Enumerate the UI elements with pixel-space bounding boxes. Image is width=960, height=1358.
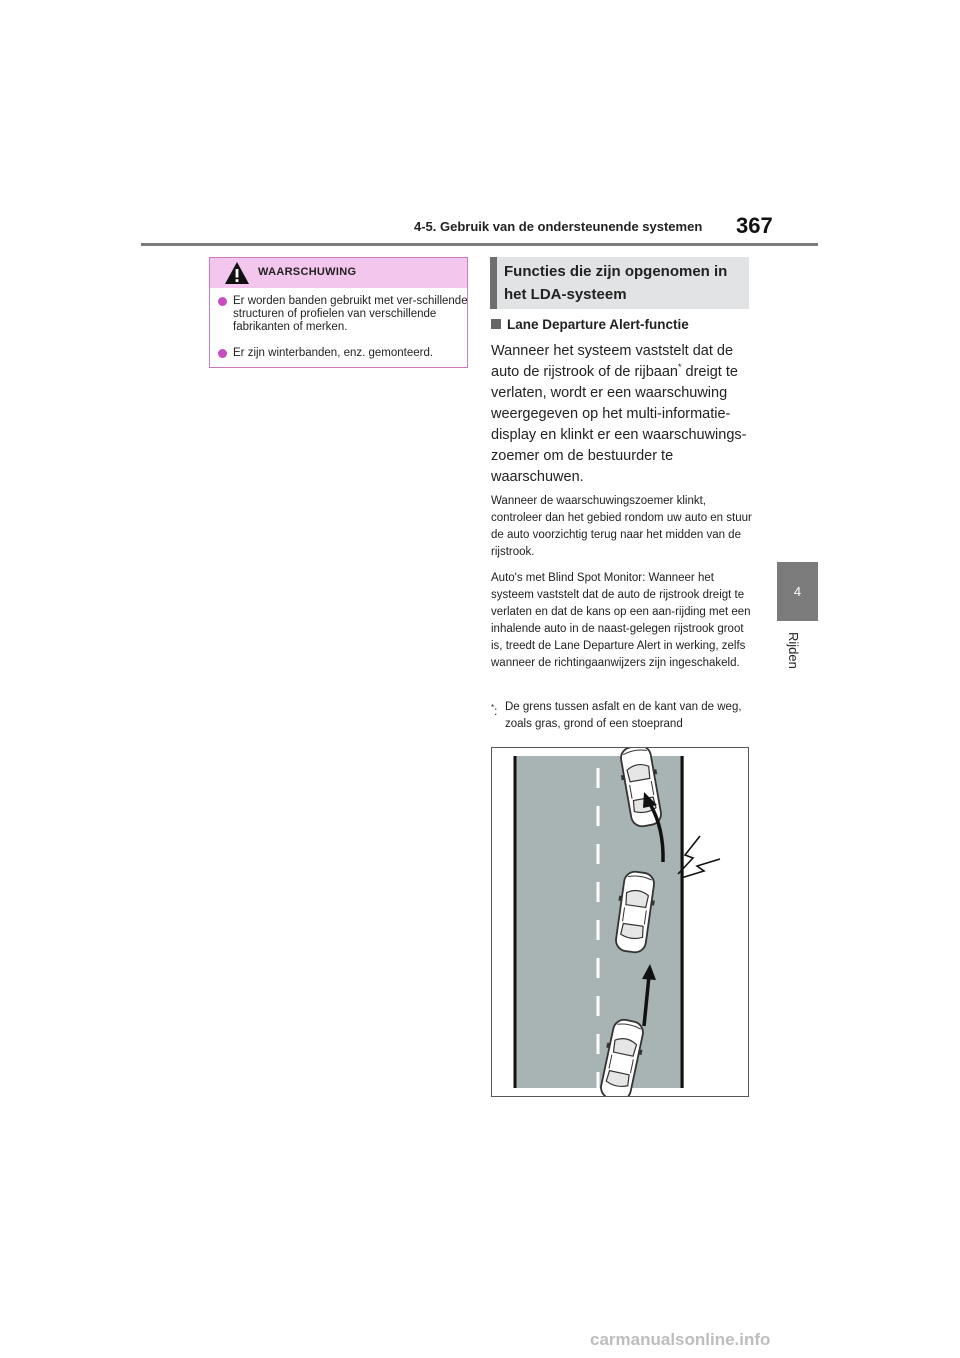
- warning-zigzag-icon: [681, 859, 720, 878]
- lane-departure-illustration: [491, 747, 749, 1097]
- chapter-label: Rijden: [786, 632, 801, 669]
- square-bullet-icon: [491, 319, 501, 329]
- warning-triangle-icon: [224, 261, 250, 285]
- warning-item-text: Er zijn winterbanden, enz. gemonteerd.: [233, 347, 434, 359]
- warning-header: [210, 258, 467, 288]
- warning-box: [209, 257, 468, 368]
- bullet-icon: [218, 297, 227, 306]
- watermark: carmanualsonline.info: [590, 1330, 771, 1349]
- paragraph-buzzer: Wanneer de waarschuwingszoemer klinkt, controleer dan het gebied rondom uw auto en stuur de auto voorzichtig terug naar het midden van de rijstrook.: [491, 495, 752, 558]
- paragraph-blind-spot: Auto's met Blind Spot Monitor: Wanneer het systeem vaststelt dat de auto de rijstrook dreigt te verlaten en dat de kans op een aan-rijding met een inhalende auto in de naast-gelegen rijstrook groot is, treedt de Lane Departure Alert in werking, zelfs wanneer de richtingaanwijzers zijn ingeschakeld.: [491, 572, 751, 669]
- footnote-mark: [491, 699, 497, 721]
- footnote-colon: :: [494, 705, 498, 718]
- functions-title: Functies die zijn opgenomen in het LDA-systeem: [504, 263, 728, 303]
- chapter-tab: 4: [777, 562, 818, 621]
- page-number: 367: [736, 213, 773, 238]
- warning-item-text: Er worden banden gebruikt met ver-schillende structuren of profielen van verschillende fabrikanten of merken.: [233, 295, 468, 333]
- header-rule: [141, 243, 818, 246]
- footnote-text: De grens tussen asfalt en de kant van de weg, zoals gras, grond of een stoeprand: [505, 701, 742, 730]
- subsection-heading-text: Lane Departure Alert-functie: [507, 317, 689, 332]
- subsection-heading: [491, 317, 689, 332]
- bullet-icon: [218, 349, 227, 358]
- lead-text-part2: dreigt te verlaten, wordt er een waarschuwing weergegeven op het multi-informatie-display en klinkt er een waarschuwings-zoemer om de bestuurder te waarschuwen.: [491, 364, 747, 485]
- functions-box: [490, 257, 749, 309]
- lead-text-part1: Wanneer het systeem vaststelt dat de auto de rijstrook of de rijbaan: [491, 343, 734, 380]
- road-diagram: [492, 748, 748, 1096]
- footnote-asterisk: *: [491, 703, 495, 712]
- warning-title: WAARSCHUWING: [258, 266, 357, 278]
- footnote-marker: *: [678, 362, 682, 373]
- section-title: 4-5. Gebruik van de ondersteunende systemen: [414, 219, 703, 234]
- lead-paragraph: [491, 341, 753, 488]
